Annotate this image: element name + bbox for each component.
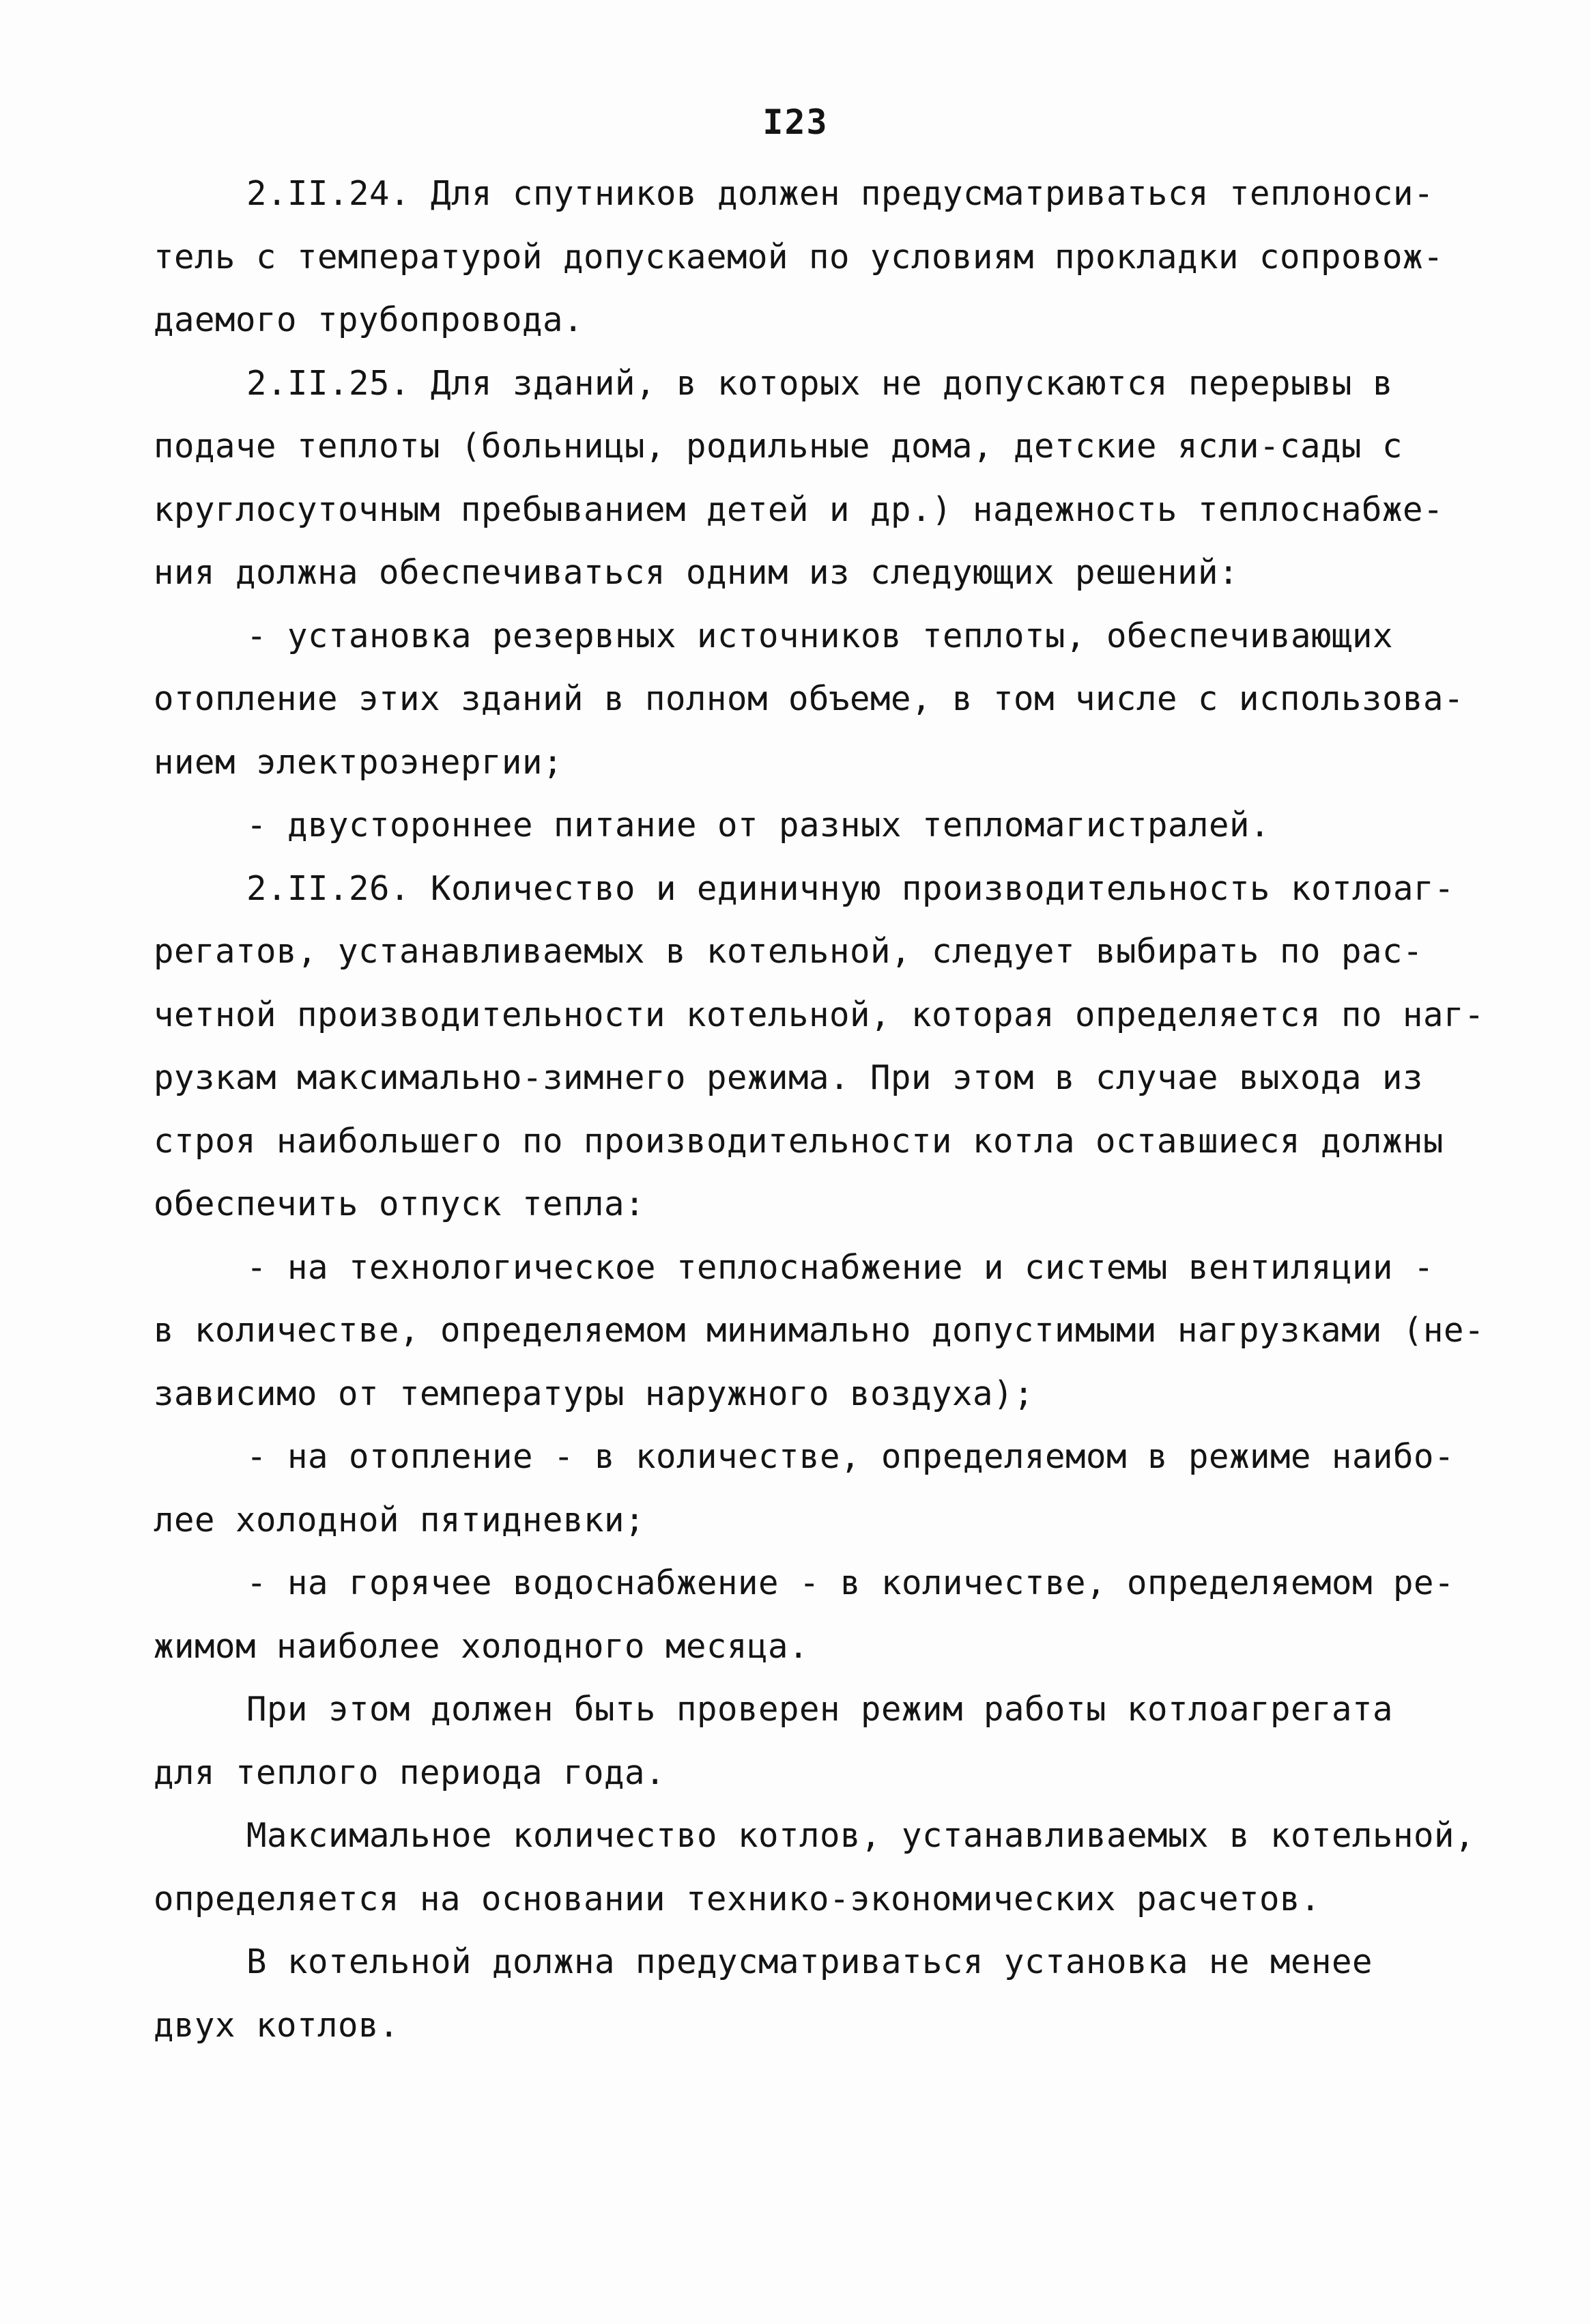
text-line: тель с температурой допускаемой по условиям прокладки сопровож-	[154, 237, 1444, 277]
text-line: 2.II.25. Для зданий, в которых не допускаются перерывы в	[246, 363, 1394, 403]
text-line: строя наибольшего по производительности котла оставшиеся должны	[154, 1121, 1444, 1161]
text-line: При этом должен быть проверен режим работы котлоагрегата	[246, 1690, 1394, 1729]
page-number: I23	[762, 102, 829, 142]
text-line: определяется на основании технико-экономических расчетов.	[154, 1879, 1321, 1918]
text-line: 2.II.24. Для спутников должен предусматриваться теплоноси-	[246, 174, 1435, 213]
text-line: - на технологическое теплоснабжение и системы вентиляции -	[246, 1247, 1435, 1287]
text-line: жимом наиболее холодного месяца.	[154, 1626, 809, 1666]
text-line: отопление этих зданий в полном объеме, в том числе с использова-	[154, 679, 1465, 718]
text-line: круглосуточным пребыванием детей и др.) надежность теплоснабже-	[154, 490, 1444, 529]
text-line: даемого трубопровода.	[154, 300, 584, 339]
text-line: регатов, устанавливаемых в котельной, следует выбирать по рас-	[154, 932, 1424, 971]
text-line: четной производительности котельной, которая определяется по наг-	[154, 995, 1485, 1034]
text-line: для теплого периода года.	[154, 1753, 666, 1792]
text-line: подаче теплоты (больницы, родильные дома, детские ясли-сады с	[154, 427, 1403, 466]
text-line: В котельной должна предусматриваться установка не менее	[246, 1942, 1373, 1981]
text-line: нием электроэнергии;	[154, 742, 564, 782]
text-line: зависимо от температуры наружного воздуха);	[154, 1374, 1035, 1413]
text-line: - установка резервных источников теплоты, обеспечивающих	[246, 616, 1394, 655]
text-line: - на горячее водоснабжение - в количестве, определяемом ре-	[246, 1563, 1455, 1602]
text-line: двух котлов.	[154, 2005, 400, 2045]
text-line: лее холодной пятидневки;	[154, 1500, 646, 1540]
text-line: - на отопление - в количестве, определяемом в режиме наибо-	[246, 1437, 1455, 1476]
text-line: обеспечить отпуск тепла:	[154, 1185, 646, 1223]
body-text	[154, 162, 1485, 2057]
text-line: 2.II.26. Количество и единичную производительность котлоаг-	[246, 868, 1455, 908]
text-line: Максимальное количество котлов, устанавливаемых в котельной,	[246, 1816, 1476, 1855]
text-line: в количестве, определяемом минимально допустимыми нагрузками (не-	[154, 1311, 1485, 1350]
text-line: ния должна обеспечиваться одним из следующих решений:	[154, 553, 1239, 592]
text-line: - двустороннее питание от разных тепломагистралей.	[246, 806, 1271, 845]
text-line: рузкам максимально-зимнего режима. При этом в случае выхода из	[154, 1058, 1424, 1097]
